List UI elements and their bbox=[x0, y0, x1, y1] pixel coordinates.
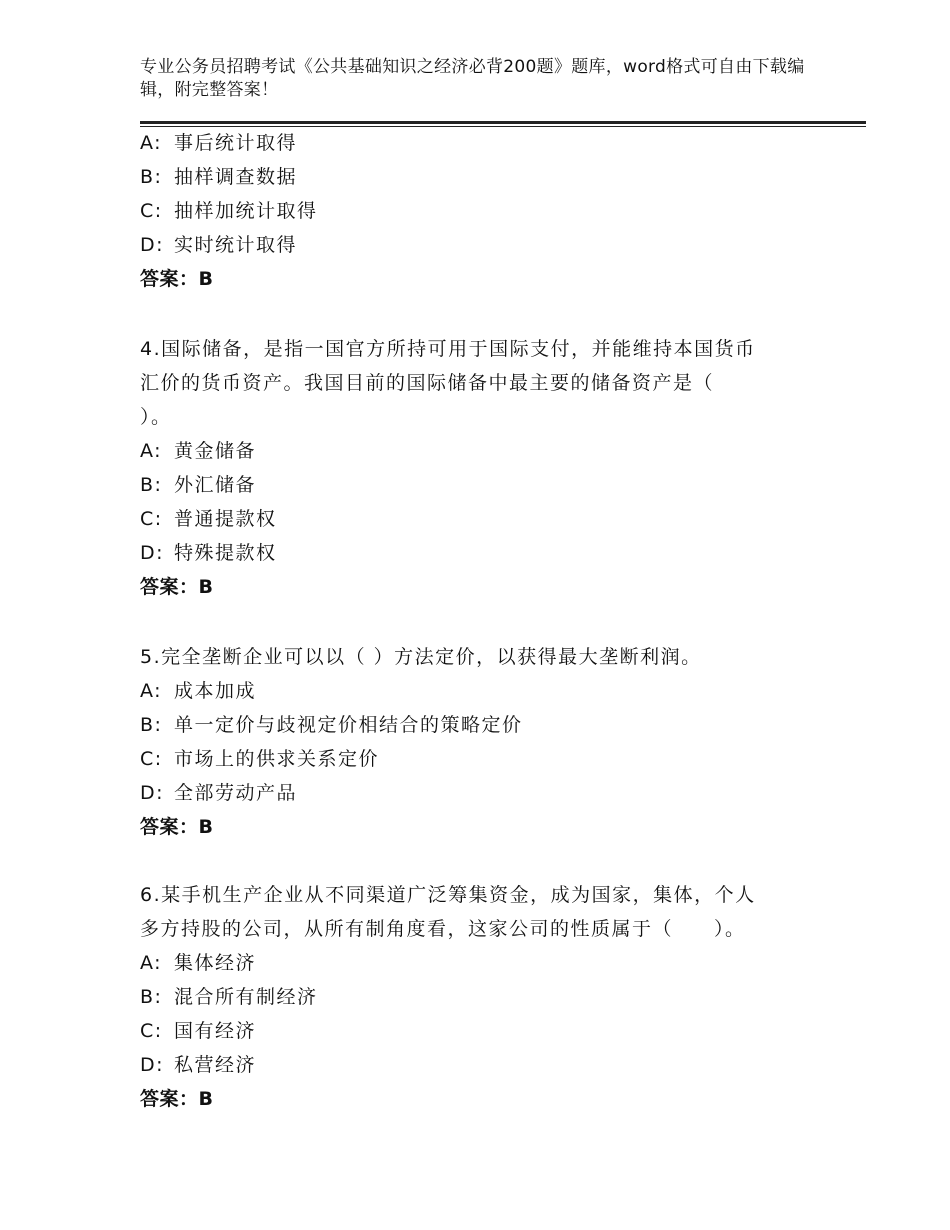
q6-answer bbox=[140, 1086, 214, 1112]
option-text: 成本加成 bbox=[174, 680, 257, 702]
q4-option-c bbox=[140, 506, 277, 532]
option-text: 市场上的供求关系定价 bbox=[174, 748, 380, 770]
q6-stem-line-2: 多方持股的公司，从所有制角度看，这家公司的性质属于（ ）。 bbox=[140, 918, 746, 940]
option-letter: D: bbox=[140, 1054, 165, 1076]
option-letter: A: bbox=[140, 680, 163, 702]
answer-label: 答案： bbox=[140, 268, 199, 290]
option-text: 私营经济 bbox=[174, 1054, 257, 1076]
q4-option-a bbox=[140, 438, 256, 464]
q3-option-b bbox=[140, 164, 297, 190]
option-letter: A: bbox=[140, 132, 163, 154]
option-letter: C: bbox=[140, 200, 163, 222]
option-text: 单一定价与歧视定价相结合的策略定价 bbox=[174, 714, 523, 736]
option-text: 抽样加统计取得 bbox=[174, 200, 318, 222]
option-letter: A: bbox=[140, 440, 163, 462]
option-letter: B: bbox=[140, 474, 163, 496]
q6-stem-line-1: 6.某手机生产企业从不同渠道广泛筹集资金，成为国家，集体，个人 bbox=[140, 884, 756, 906]
q6-option-b bbox=[140, 984, 318, 1010]
q5-option-d bbox=[140, 780, 297, 806]
page-header: 专业公务员招聘考试《公共基础知识之经济必背200题》题库，word格式可自由下载编辑，附完整答案！ bbox=[140, 57, 805, 100]
answer-value: B bbox=[198, 1088, 214, 1110]
option-letter: C: bbox=[140, 1020, 163, 1042]
option-letter: A: bbox=[140, 952, 163, 974]
option-text: 事后统计取得 bbox=[174, 132, 298, 154]
option-text: 黄金储备 bbox=[174, 440, 257, 462]
option-letter: D: bbox=[140, 234, 165, 256]
q5-option-b bbox=[140, 712, 523, 738]
answer-value: B bbox=[198, 268, 214, 290]
q5-option-a bbox=[140, 678, 256, 704]
option-text: 抽样调查数据 bbox=[174, 166, 298, 188]
option-text: 外汇储备 bbox=[174, 474, 257, 496]
option-letter: D: bbox=[140, 542, 165, 564]
option-letter: B: bbox=[140, 714, 163, 736]
q3-answer bbox=[140, 266, 214, 292]
option-letter: B: bbox=[140, 166, 163, 188]
q6-option-a bbox=[140, 950, 256, 976]
answer-label: 答案： bbox=[140, 576, 199, 598]
q3-option-d bbox=[140, 232, 297, 258]
q5-stem-line-1: 5.完全垄断企业可以以（ ）方法定价，以获得最大垄断利润。 bbox=[140, 646, 702, 668]
q4-stem-line-1: 4.国际储备，是指一国官方所持可用于国际支付，并能维持本国货币 bbox=[140, 338, 756, 360]
option-text: 全部劳动产品 bbox=[174, 782, 298, 804]
answer-label: 答案： bbox=[140, 1088, 199, 1110]
answer-value: B bbox=[198, 576, 214, 598]
option-text: 混合所有制经济 bbox=[174, 986, 318, 1008]
option-text: 普通提款权 bbox=[174, 508, 277, 530]
option-letter: D: bbox=[140, 782, 165, 804]
option-text: 实时统计取得 bbox=[174, 234, 298, 256]
option-text: 国有经济 bbox=[174, 1020, 257, 1042]
option-text: 集体经济 bbox=[174, 952, 257, 974]
header-divider-thin bbox=[140, 126, 866, 127]
option-letter: C: bbox=[140, 748, 163, 770]
q4-answer bbox=[140, 574, 214, 600]
q6-option-d bbox=[140, 1052, 256, 1078]
option-letter: B: bbox=[140, 986, 163, 1008]
q4-stem-line-3: ）。 bbox=[140, 406, 172, 428]
q4-option-d bbox=[140, 540, 277, 566]
option-letter: C: bbox=[140, 508, 163, 530]
option-text: 特殊提款权 bbox=[174, 542, 277, 564]
q3-option-c bbox=[140, 198, 318, 224]
answer-value: B bbox=[198, 816, 214, 838]
answer-label: 答案： bbox=[140, 816, 199, 838]
q3-option-a bbox=[140, 130, 297, 156]
q5-answer bbox=[140, 814, 214, 840]
q5-option-c bbox=[140, 746, 379, 772]
q6-option-c bbox=[140, 1018, 256, 1044]
q4-stem-line-2: 汇价的货币资产。我国目前的国际储备中最主要的储备资产是（ bbox=[140, 372, 715, 394]
header-divider bbox=[140, 121, 866, 124]
q4-option-b bbox=[140, 472, 256, 498]
